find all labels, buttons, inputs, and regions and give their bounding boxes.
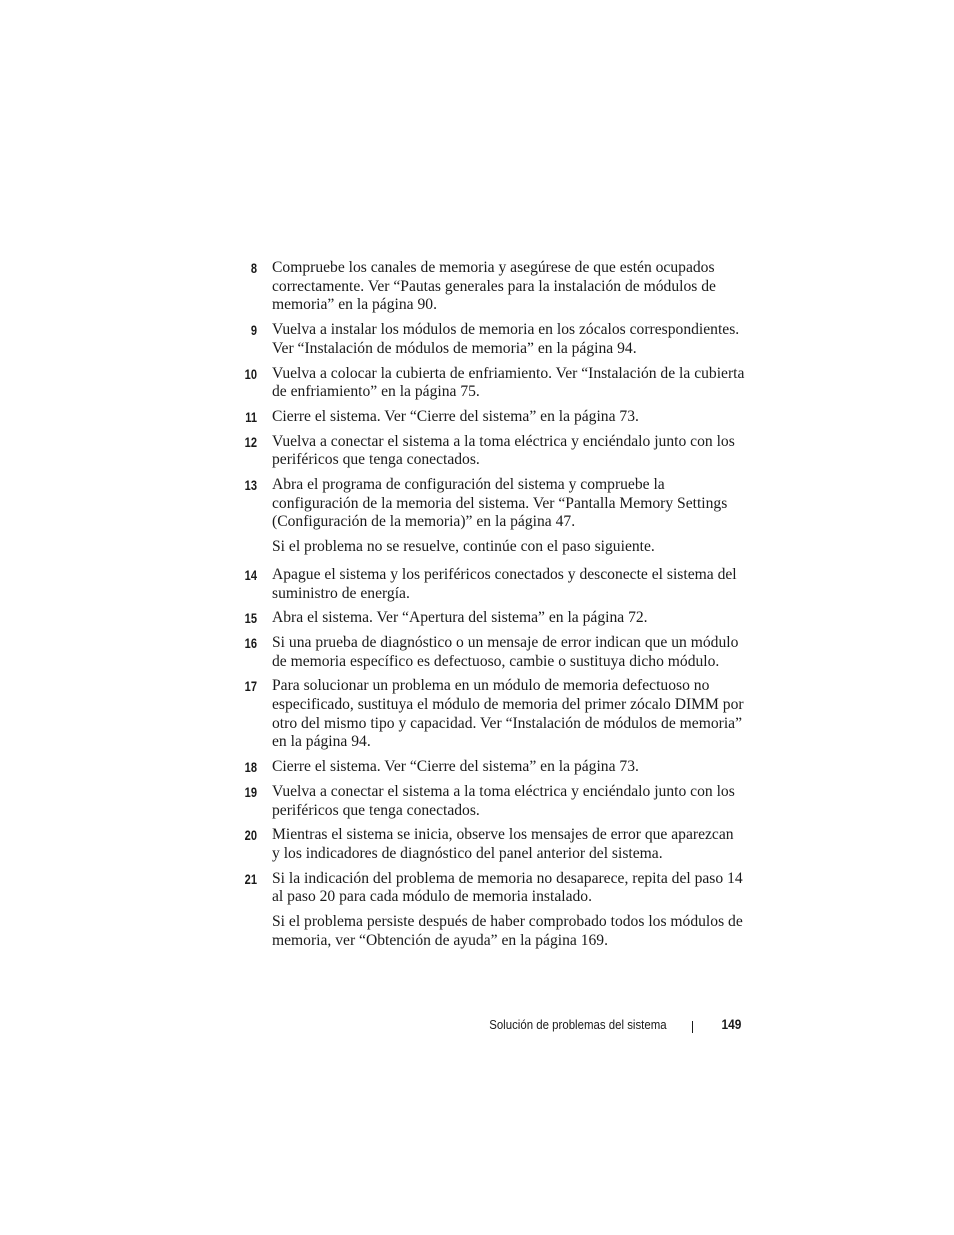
step-text: Si la indicación del problema de memoria no desaparece, repita del paso 14 al paso 20 para cada módulo de memoria instalado. <box>272 869 743 906</box>
step-number: 9 <box>250 323 257 339</box>
step-note: Si el problema no se resuelve, continúe con el paso siguiente. <box>272 538 655 556</box>
step-9 <box>233 321 745 358</box>
step-19 <box>233 783 745 820</box>
step-number: 19 <box>244 784 257 800</box>
step-11 <box>233 408 745 427</box>
footer-section-title: Solución de problemas del sistema <box>489 1017 667 1032</box>
step-number: 15 <box>244 611 257 627</box>
step-text: Cierre el sistema. Ver “Cierre del sistema” en la página 73. <box>272 407 639 425</box>
step-text: Cierre el sistema. Ver “Cierre del sistema” en la página 73. <box>272 758 639 776</box>
step-text: Abra el sistema. Ver “Apertura del sistema” en la página 72. <box>272 609 648 627</box>
step-21 <box>233 870 745 951</box>
step-13 <box>233 476 745 557</box>
step-number: 10 <box>244 366 257 382</box>
step-number: 12 <box>244 434 257 450</box>
step-number: 17 <box>244 679 257 695</box>
step-note: Si el problema persiste después de haber comprobado todos los módulos de memoria, ver “Obtención de ayuda” en la página 169. <box>272 913 743 949</box>
step-10 <box>233 365 745 402</box>
step-number: 21 <box>244 871 257 887</box>
step-text: Para solucionar un problema en un módulo de memoria defectuoso no especificado, sustituya el módulo de memoria del primer zócalo DIMM por otro del mismo tipo y capacidad. Ver “Instalación de módulos de memoria” en la página 94. <box>272 677 744 751</box>
step-17 <box>233 677 745 752</box>
step-text: Si una prueba de diagnóstico o un mensaje de error indican que un módulo de memoria específico es defectuoso, cambie o sustituya dicho módulo. <box>272 633 739 670</box>
page-number: 149 <box>721 1016 741 1032</box>
step-number: 18 <box>244 760 257 776</box>
step-number: 16 <box>244 635 257 651</box>
step-text: Compruebe los canales de memoria y asegúrese de que estén ocupados correctamente. Ver “Pautas generales para la instalación de módulos de memoria” en la página 90. <box>272 259 716 314</box>
step-number: 14 <box>244 567 257 583</box>
step-number: 13 <box>244 478 257 494</box>
step-text: Vuelva a conectar el sistema a la toma eléctrica y enciéndalo junto con los periféricos que tenga conectados. <box>272 782 735 819</box>
step-number: 20 <box>244 828 257 844</box>
step-text: Mientras el sistema se inicia, observe los mensajes de error que aparezcan y los indicadores de diagnóstico del panel anterior del sistema. <box>272 826 734 862</box>
step-text: Abra el programa de configuración del sistema y compruebe la configuración de la memoria del sistema. Ver “Pantalla Memory Settings (Configuración de la memoria)” en la página 47. <box>272 476 728 531</box>
step-20 <box>233 826 745 863</box>
step-16 <box>233 634 745 671</box>
step-number: 8 <box>250 261 257 276</box>
step-text: Vuelva a instalar los módulos de memoria en los zócalos correspondientes. Ver “Instalación de módulos de memoria” en la página 94. <box>272 321 740 357</box>
step-text: Vuelva a conectar el sistema a la toma eléctrica y enciéndalo junto con los periféricos que tenga conectados. <box>272 432 735 469</box>
step-12 <box>233 433 745 470</box>
step-15 <box>233 609 745 628</box>
page-footer <box>440 1015 742 1035</box>
step-number: 11 <box>245 409 257 425</box>
footer-separator <box>692 1021 693 1033</box>
step-14 <box>233 566 745 603</box>
step-text: Apague el sistema y los periféricos conectados y desconecte el sistema del suministro de energía. <box>272 565 737 602</box>
procedure-steps <box>233 259 745 957</box>
step-text: Vuelva a colocar la cubierta de enfriamiento. Ver “Instalación de la cubierta de enfriamiento” en la página 75. <box>272 364 745 401</box>
step-8 <box>233 259 745 315</box>
step-18 <box>233 758 745 777</box>
